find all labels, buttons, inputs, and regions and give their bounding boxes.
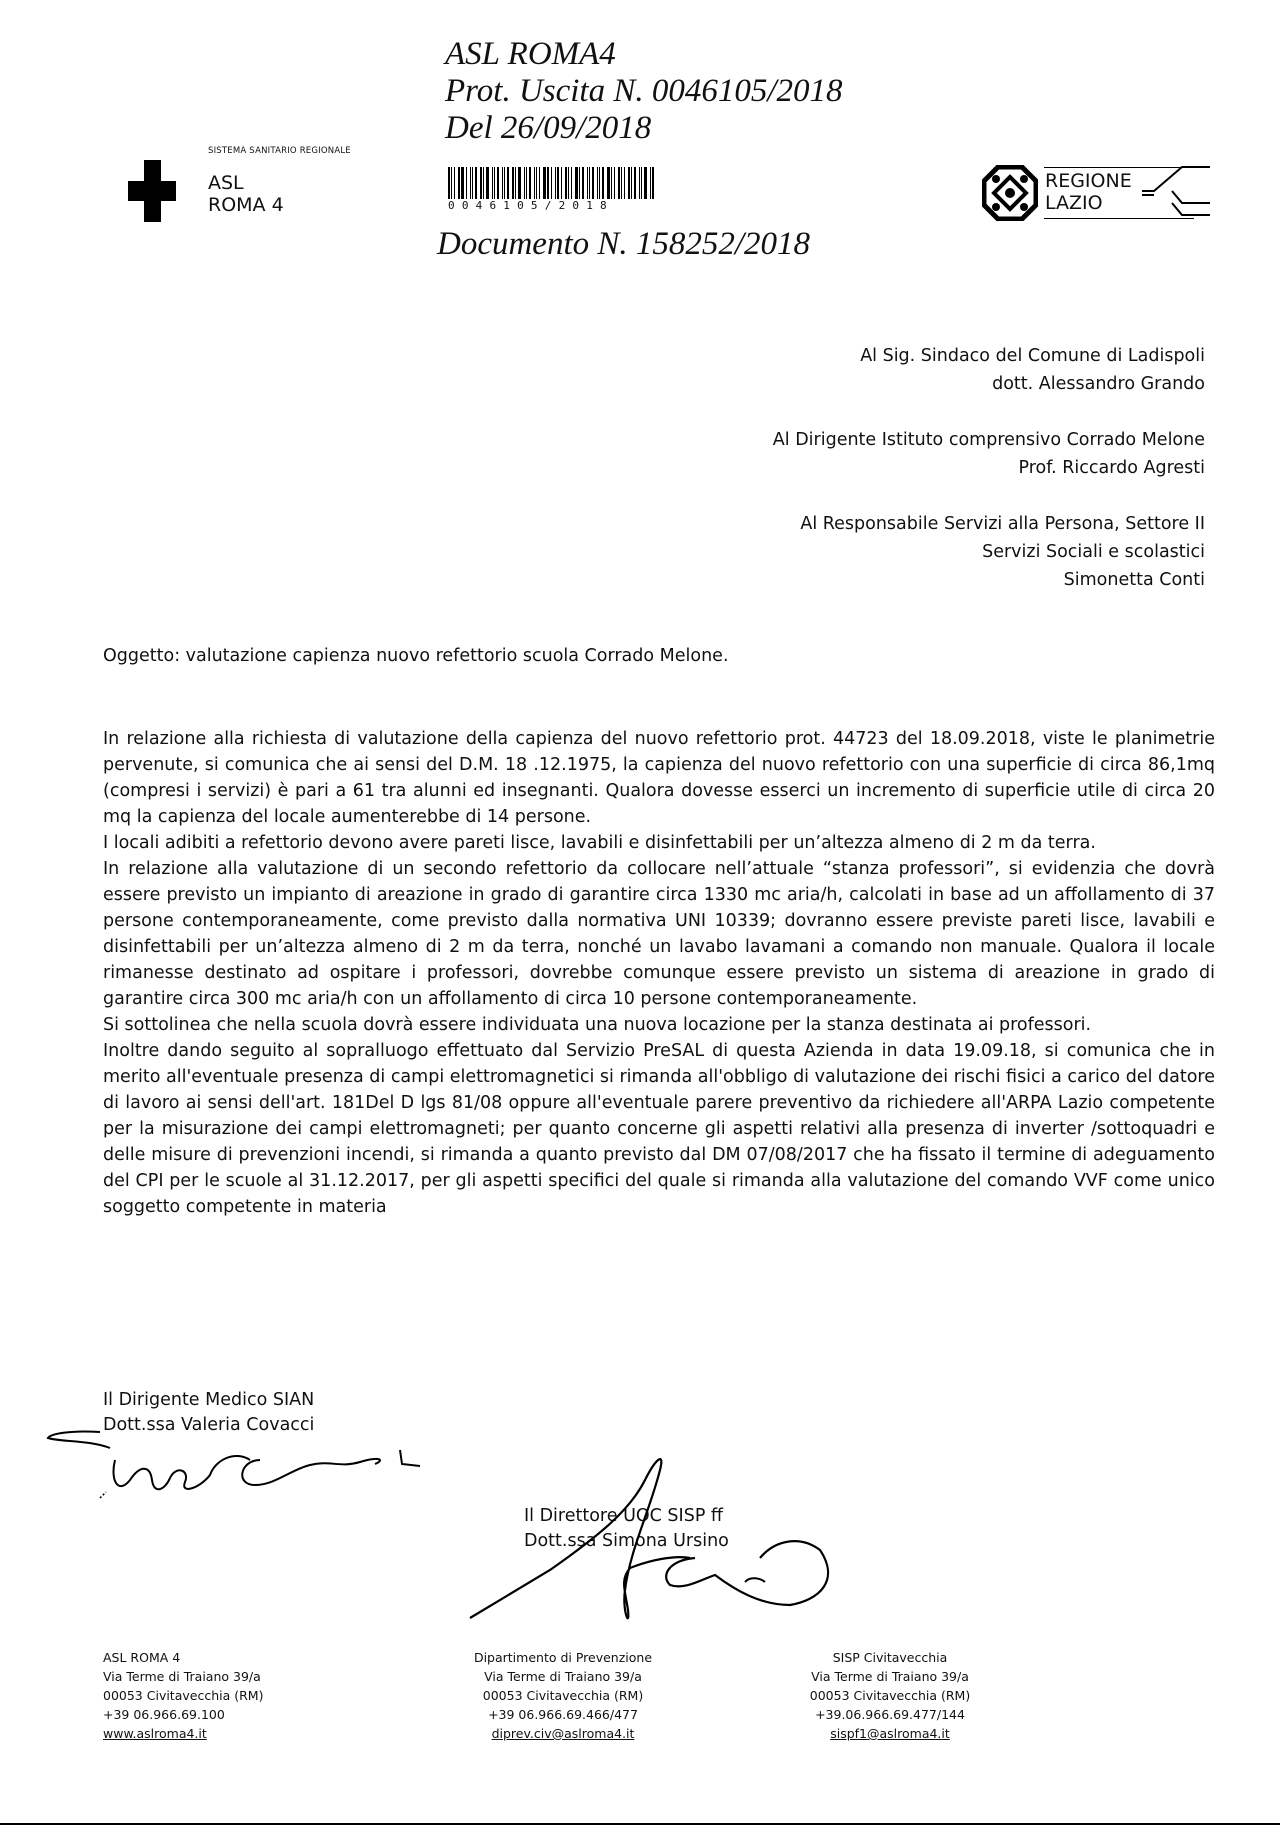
footer-line: Via Terme di Traiano 39/a <box>484 1669 642 1684</box>
handwritten-signature-icon <box>460 1440 860 1630</box>
signatory-name: Dott.ssa Simona Ursino <box>524 1531 729 1551</box>
stamp-date: Del 26/09/2018 <box>445 110 652 146</box>
recipient-line: Prof. Riccardo Agresti <box>1018 458 1205 478</box>
footer-line: Via Terme di Traiano 39/a <box>103 1669 261 1684</box>
footer-sisp <box>795 1648 985 1743</box>
recipient-mayor <box>773 342 1205 398</box>
footer-line: ASL ROMA 4 <box>103 1650 181 1665</box>
body-paragraph: In relazione alla richiesta di valutazione della capienza del nuovo refettorio prot. 44723 del 18.09.2018, viste le planimetrie pervenute, si comunica che ai sensi del D.M. 18 .12.1975, la capienza del nuovo refettorio con una superficie di circa 86,1mq (compresi i servizi) è pari a 61 tra alunni ed insegnanti. Qualora dovesse esserci un incremento di superficie utile di circa 20 mq la capienza del locale aumenterebbe di 14 persone. <box>103 729 1215 827</box>
stamp-protocol-number: Prot. Uscita N. 0046105/2018 <box>445 73 843 109</box>
footer-website-link[interactable]: www.aslroma4.it <box>103 1726 207 1741</box>
red-cross-icon <box>128 160 176 222</box>
asl-logo-line1: ASL <box>208 172 244 194</box>
document-number: Documento N. 158252/2018 <box>437 226 811 262</box>
regione-lazio-text <box>1045 170 1132 214</box>
footer-asl-roma4 <box>103 1648 263 1743</box>
asl-logo-name <box>208 172 284 216</box>
regione-line1: REGIONE <box>1045 170 1132 192</box>
recipient-social-services <box>773 510 1205 594</box>
regione-lazio-emblem-icon <box>982 165 1038 221</box>
lazio-swoosh-icon <box>1142 163 1212 223</box>
recipient-line: Al Responsabile Servizi alla Persona, Settore II <box>800 514 1205 534</box>
footer-line: SISP Civitavecchia <box>832 1650 948 1665</box>
barcode-number: 0046105/2018 <box>448 199 614 212</box>
subject-line: Oggetto: valutazione capienza nuovo refettorio scuola Corrado Melone. <box>103 646 729 666</box>
recipient-line: Simonetta Conti <box>1063 570 1205 590</box>
handwritten-signature-icon <box>40 1420 420 1510</box>
signatory-name: Dott.ssa Valeria Covacci <box>103 1415 315 1435</box>
body-paragraph: Inoltre dando seguito al sopralluogo effettuato dal Servizio PreSAL di questa Azienda in data 19.09.18, si comunica che in merito all'eventuale presenza di campi elettromagnetici si rimanda all'obbligo di valutazione dei rischi fisici a carico del datore di lavoro ai sensi dell'art. 181Del D lgs 81/08 oppure all'eventuale parere preventivo da richiedere all'ARPA Lazio competente per la misurazione dei campi elettromagneti; per quanto concerne gli aspetti relativi alla presenza di inverter /sottoquadri e delle misure di prevenzioni incendi, si rimanda a quanto previsto dal DM 07/08/2017 che ha fissato il termine di adeguamento del CPI per le scuole al 31.12.2017, per gli aspetti specifici del quale si rimanda alla valutazione del comando VVF come unico soggetto competente in materia <box>103 1041 1215 1217</box>
asl-system-label: SISTEMA SANITARIO REGIONALE <box>208 146 351 156</box>
recipient-line: Al Dirigente Istituto comprensivo Corrado Melone <box>772 430 1205 450</box>
footer-email-link[interactable]: diprev.civ@aslroma4.it <box>491 1726 635 1741</box>
recipient-line: dott. Alessandro Grando <box>992 374 1205 394</box>
recipient-school-director <box>773 426 1205 482</box>
signatory-title: Il Direttore UOC SISP ff <box>524 1506 723 1526</box>
asl-logo-line2: ROMA 4 <box>208 194 284 216</box>
footer-line: Dipartimento di Prevenzione <box>473 1650 653 1665</box>
footer-line: +39 06.966.69.100 <box>103 1707 225 1722</box>
footer-line: +39.06.966.69.477/144 <box>815 1707 965 1722</box>
footer-line: Via Terme di Traiano 39/a <box>811 1669 969 1684</box>
barcode-icon <box>448 167 674 199</box>
recipient-line: Al Sig. Sindaco del Comune di Ladispoli <box>860 346 1205 366</box>
footer-line: 00053 Civitavecchia (RM) <box>809 1688 971 1703</box>
footer-line: 00053 Civitavecchia (RM) <box>482 1688 644 1703</box>
signatory-title: Il Dirigente Medico SIAN <box>103 1390 315 1410</box>
recipient-line: Servizi Sociali e scolastici <box>982 542 1205 562</box>
footer-line: 00053 Civitavecchia (RM) <box>103 1688 264 1703</box>
footer-prevention-dept <box>453 1648 673 1743</box>
protocol-stamp <box>445 36 843 147</box>
recipients-block <box>773 342 1205 622</box>
stamp-org: ASL ROMA4 <box>445 36 616 72</box>
footer-line: +39 06.966.69.466/477 <box>488 1707 638 1722</box>
page-bottom-rule <box>0 1823 1280 1825</box>
body-paragraph: Si sottolinea che nella scuola dovrà essere individuata una nuova locazione per la stanza destinata ai professori. <box>103 1015 1092 1035</box>
body-paragraph: In relazione alla valutazione di un secondo refettorio da collocare nell’attuale “stanza professori”, si evidenzia che dovrà essere previsto un impianto di areazione in grado di garantire circa 1330 mc aria/h, calcolati in base ad un affollamento di 37 persone contemporaneamente, come previsto dalla normativa UNI 10339; dovranno essere previste pareti lisce, lavabili e disinfettabili per un’altezza almeno di 2 m da terra, nonché un lavabo lavamani a comando non manuale. Qualora il locale rimanesse destinato ad ospitare i professori, dovrebbe comunque essere previsto un sistema di areazione in grado di garantire circa 300 mc aria/h con un affollamento di circa 10 persone contemporaneamente. <box>103 859 1215 1009</box>
footer-email-link[interactable]: sispf1@aslroma4.it <box>830 1726 950 1741</box>
body-paragraph: I locali adibiti a refettorio devono avere pareti lisce, lavabili e disinfettabili per un’altezza almeno di 2 m da terra. <box>103 833 1096 853</box>
letter-body <box>103 726 1215 1220</box>
regione-line2: LAZIO <box>1045 192 1103 214</box>
